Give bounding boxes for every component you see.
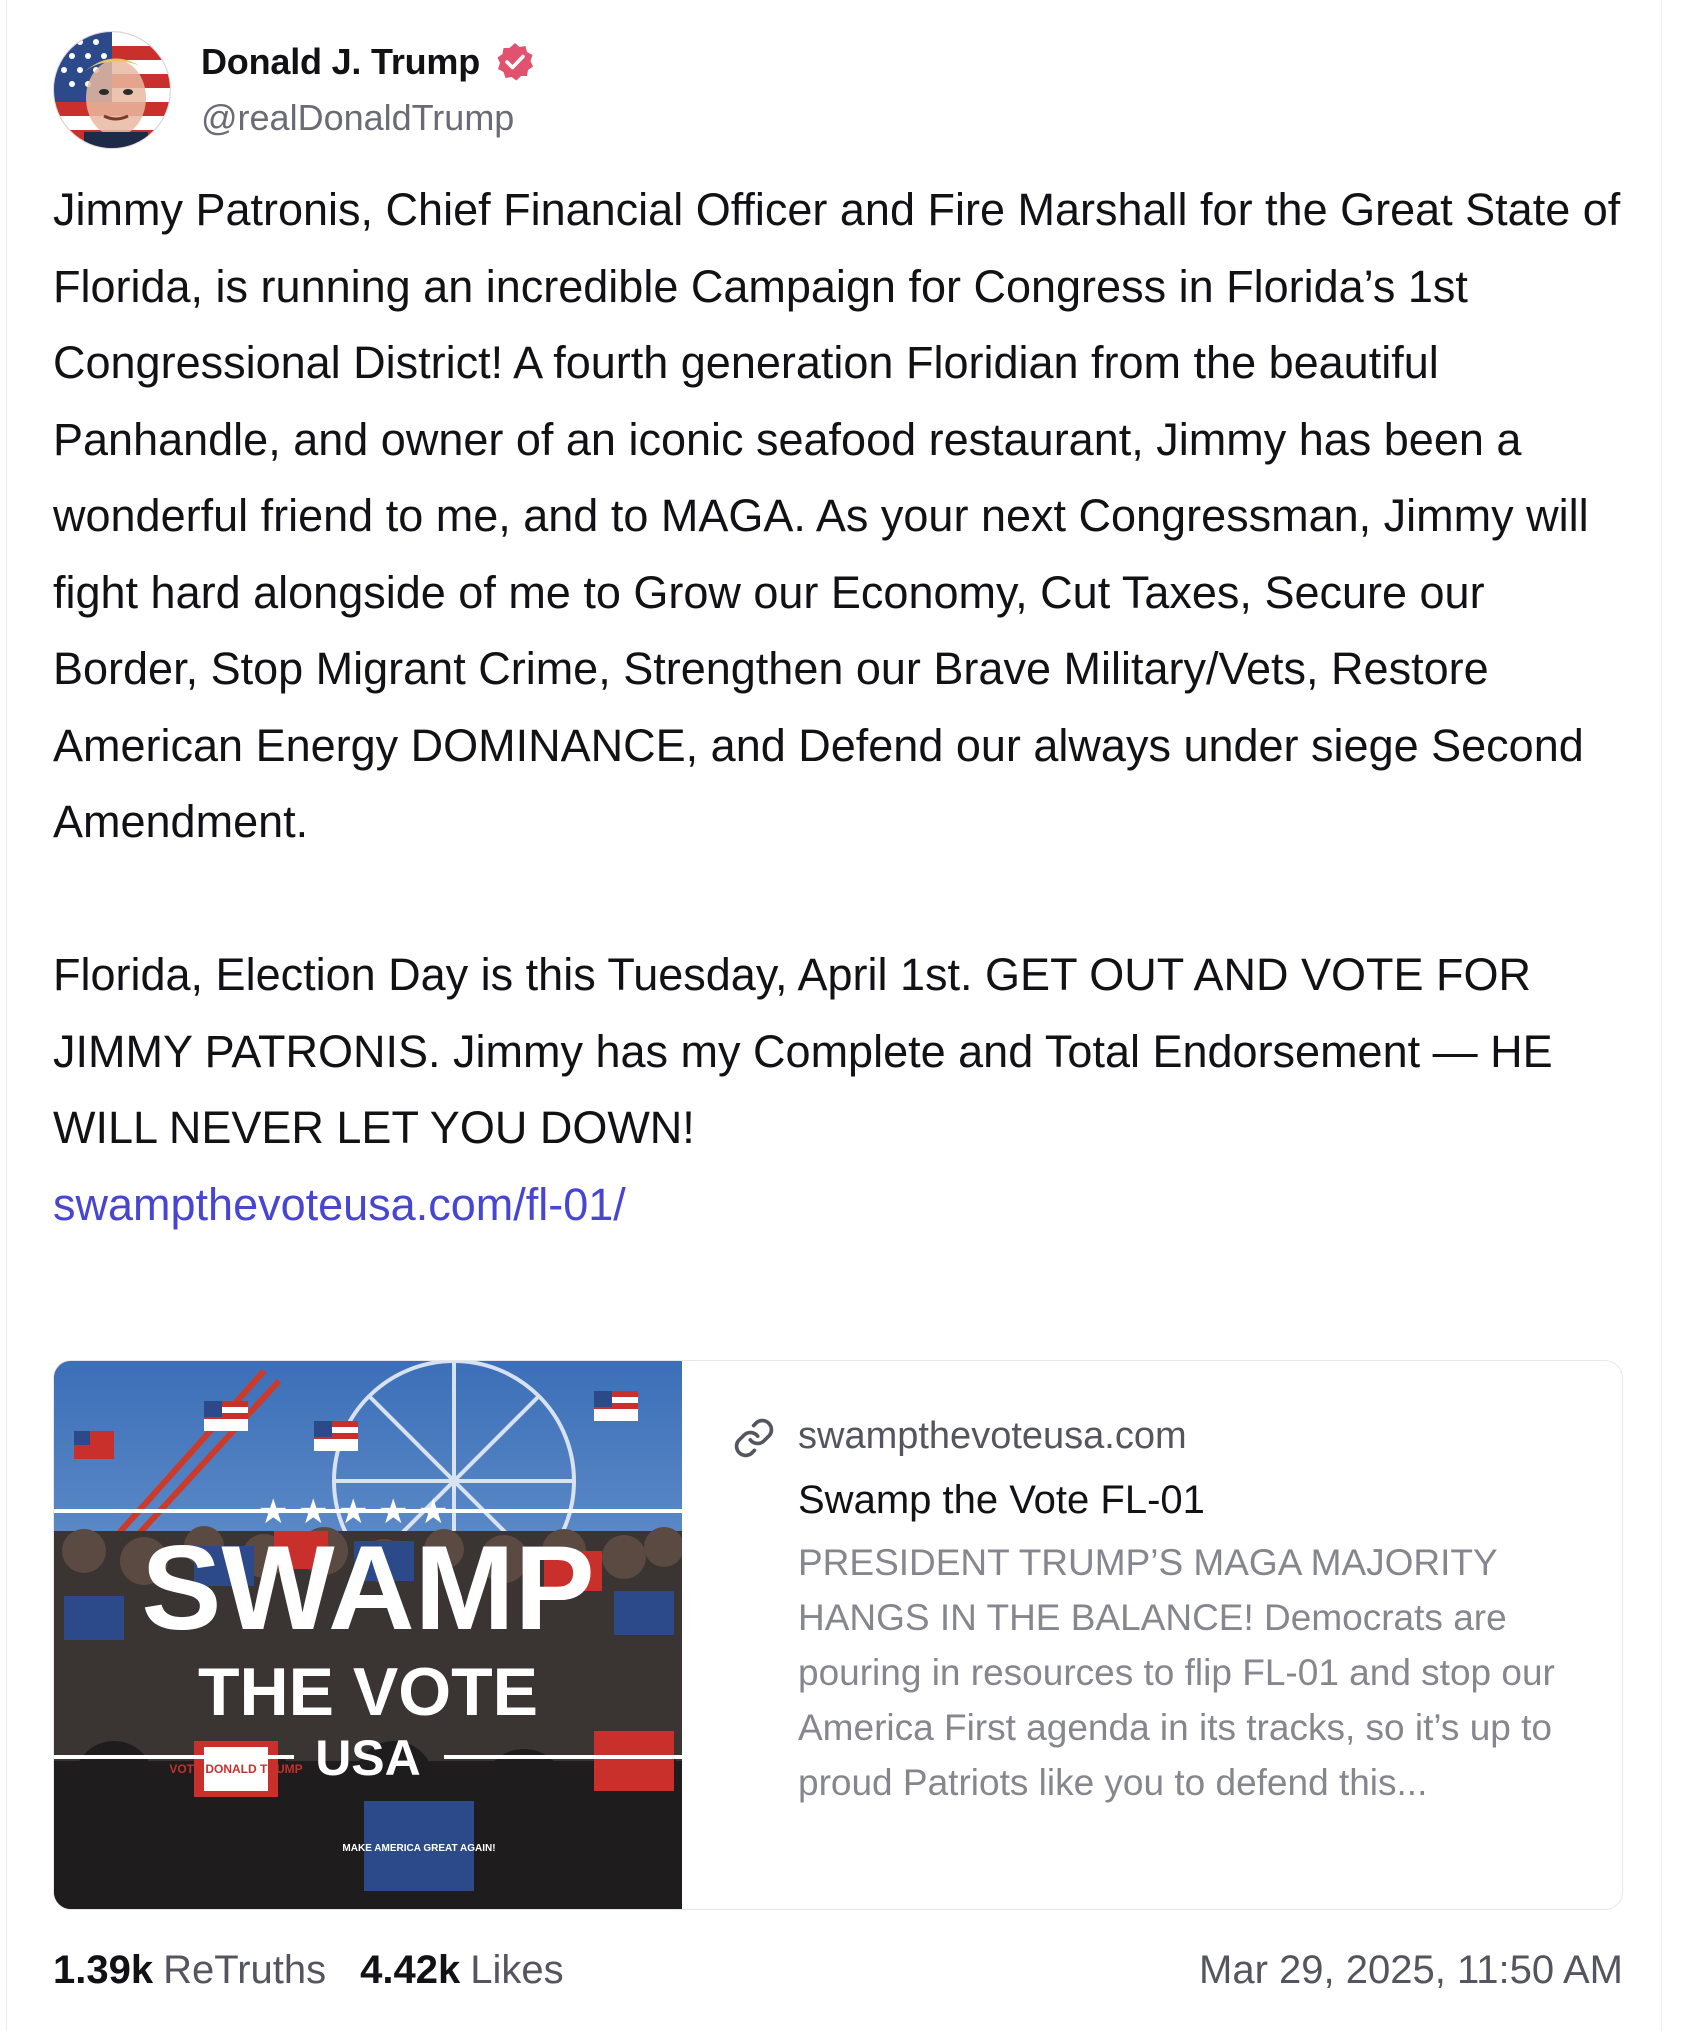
avatar[interactable] [53,31,171,149]
svg-text:★: ★ [298,1492,329,1532]
link-preview-image[interactable] [54,1361,682,1910]
name-row [201,34,536,90]
post-header [53,30,536,150]
post-paragraph-2: Florida, Election Day is this Tuesday, April 1st. GET OUT AND VOTE FOR JIMMY PATRONIS. Jimmy has my Complete and Total Endorsement — HE WILL NEVER LET YOU DOWN! [53,949,1553,1153]
svg-text:★: ★ [378,1492,409,1532]
likes-stat[interactable] [360,1948,564,1993]
post-paragraph-1: Jimmy Patronis, Chief Financial Officer and Fire Marshall for the Great State of Florida, is running an incredible Campaign for Congress in Florida’s 1st Congressional District! A fourth generation Floridian from the beautiful Panhandle, and owner of an iconic seafood restaurant, Jimmy has been a wonderful friend to me, and to MAGA. As your next Congressman, Jimmy will fight hard alongside of me to Grow our Economy, Cut Taxes, Secure our Border, Stop Migrant Crime, Strengthen our Brave Military/Vets, Restore American Energy DOMINANCE, and Defend our always under siege Second Amendment. [53,184,1621,847]
post-body [53,172,1633,1243]
likes-label: Likes [470,1947,564,1992]
link-preview-card[interactable] [53,1360,1623,1910]
author-names [201,34,536,146]
preview-sign-vote-trump: VOTE DONALD TRUMP [169,1762,303,1776]
svg-text:★: ★ [418,1492,449,1532]
retruths-stat[interactable] [53,1948,326,1993]
preview-domain: swampthevoteusa.com [798,1415,1187,1457]
preview-title[interactable]: Swamp the Vote FL-01 [798,1478,1205,1522]
post-timestamp[interactable]: Mar 29, 2025, 11:50 AM [1199,1947,1623,1992]
preview-text-usa: USA [315,1730,421,1786]
display-name[interactable]: Donald J. Trump [201,41,481,82]
verified-badge-icon [494,41,536,83]
retruths-label: ReTruths [163,1947,327,1992]
preview-sign-maga: MAKE AMERICA GREAT AGAIN! [342,1843,496,1854]
post-link[interactable]: swampthevoteusa.com/fl-01/ [53,1178,626,1230]
preview-text-the-vote: THE VOTE [197,1654,539,1730]
post-card [6,0,1662,2031]
paragraph-spacer [53,861,1633,938]
author-handle[interactable]: @realDonaldTrump [201,97,515,138]
link-preview-info [682,1361,1622,1909]
likes-count: 4.42k [360,1947,461,1992]
svg-text:★: ★ [258,1492,289,1532]
post-footer [53,1940,1623,2000]
svg-text:★: ★ [338,1492,369,1532]
preview-text-swamp: SWAMP [141,1521,595,1655]
preview-description: PRESIDENT TRUMP’S MAGA MAJORITY HANGS IN THE BALANCE! Democrats are pouring in resources to flip FL-01 and stop our America First agenda in its tracks, so it’s up to proud Patriots like you to defend this... [798,1542,1555,1803]
link-icon [732,1416,776,1460]
retruths-count: 1.39k [53,1947,154,1992]
